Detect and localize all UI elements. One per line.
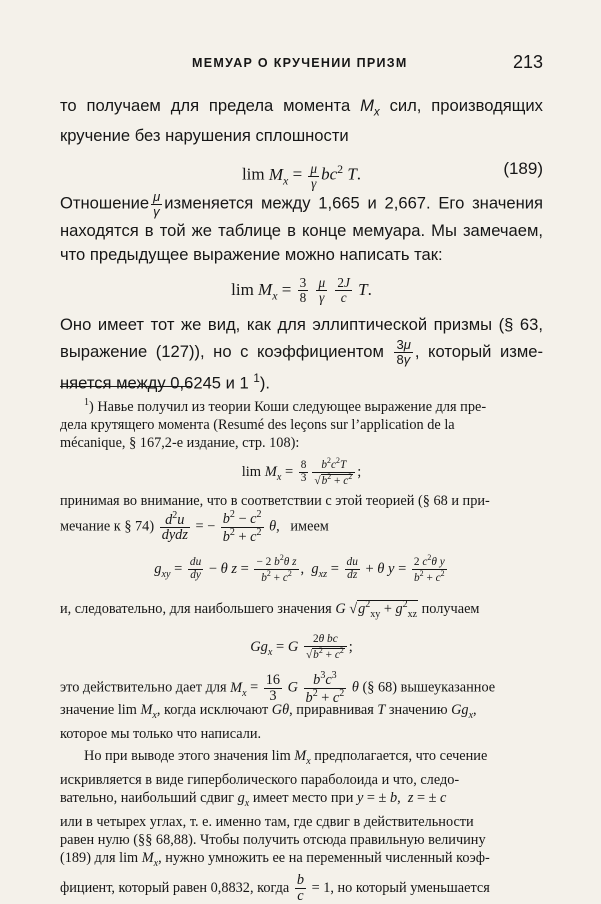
text-run: няется между 0,6245 и 1: [60, 373, 249, 393]
paragraph-line: Отношение $\frac{\mu}{\gamma}$ изменяется между 1,665 и 2,667. Его значения: [60, 189, 543, 219]
text-run: , который изме-: [414, 341, 543, 361]
text-run: изменяется между 1,665 и 2,667. Его значения: [164, 193, 543, 213]
text-run: выражение (127)), но с коэффициентом: [60, 341, 384, 361]
footnote-line: или в четырех углах, т. е. именно там, где сдвиг в действительности: [60, 813, 474, 830]
footnote-line: Но при выводе этого значения $\lim M_x$ предполагается, что сечение: [84, 748, 488, 768]
page-number: 213: [512, 52, 543, 72]
footnote-line: искривляется в виде гиперболического параболоида и что, следо-: [60, 772, 460, 789]
footnote-line: которое мы только что написали.: [60, 726, 262, 743]
footnote-line: значение $\lim M_x$, когда исключают Gθ, приравнивая T значению $Gg_x$,: [60, 702, 477, 722]
main-text: [60, 94, 543, 395]
text-run: (189) для lim: [60, 849, 139, 866]
text-run: (§ 68) вышеуказанное: [362, 679, 496, 696]
text-run: , нужно умножить ее на переменный численный коэф-: [158, 849, 490, 866]
text-run: , приравнивая: [289, 702, 374, 719]
footnote: [60, 394, 543, 903]
text-run: = 1, но который уменьшается: [311, 879, 490, 896]
footnote-line: дела крутящего момента (Resumé des leçons sur l’application de la: [60, 416, 455, 433]
paragraph-line: что предыдущее выражение можно написать так:: [60, 244, 443, 264]
text-run: это действительно дает для: [60, 679, 227, 696]
footnote-line: mécanique, § 167,2-е издание, стр. 108):: [60, 434, 300, 451]
footnote-line: это действительно дает для $M_x$ = $\frac{16}{3}$ G $\frac{b^3c^3}{b^2 + c^2}$ θ (§ 68) вышеуказанное: [60, 670, 496, 706]
paragraph-line: находятся в той же таблице в конце мемуара. Мы замечаем,: [60, 220, 543, 240]
equation-189: $\lim M_x$ = $\frac{\mu}{\gamma}$ $bc^2$ T. (189): [60, 152, 543, 186]
text-run: то получаем для предела момента: [60, 96, 351, 115]
footnote-ref[interactable]: 1: [253, 371, 260, 385]
text-run: фициент, который равен 0,8832, когда: [60, 879, 290, 896]
paragraph-line: Оно имеет тот же вид, как для эллиптической призмы (§ 63,: [60, 314, 543, 334]
footnote-equation-1: $\lim M_x$ = $\frac{8}{3}$ $\frac{b^2c^2T}{√b^2 + c^2}$ ;: [241, 456, 362, 487]
text-run: , когда исключают: [156, 702, 269, 719]
text-run: и, следовательно, для наибольшего значения: [60, 600, 332, 617]
text-run: мечание к § 74): [60, 518, 155, 535]
equation-number: (189): [503, 159, 543, 179]
paragraph-line: няется между 0,6245 и 1 $^1$).: [60, 371, 270, 393]
paragraph-line: выражение (127)), но с коэффициентом $\frac{3\mu}{8\gamma}$ , который изме-: [60, 337, 543, 367]
text-run: вательно, наибольший сдвиг: [60, 790, 235, 807]
text-run: сил, производящих: [389, 96, 543, 115]
text-run: предполагается, что сечение: [314, 748, 488, 765]
footnote-line: (189) для $\lim M_x$, нужно умножить ее на переменный численный коэф-: [60, 849, 490, 869]
text-run: имеем: [290, 518, 329, 535]
paragraph-line: кручение без нарушения сплошности: [60, 126, 349, 146]
footnote-line: мечание к § 74) $\frac{d^2u}{\text{dydz}}$ = − $\frac{b^2 - c^2}{b^2 + c^2}$ θ, имеем: [60, 508, 329, 545]
footnote-line: принимая во внимание, что в соответствии с этой теорией (§ 68 и при-: [60, 492, 490, 509]
footnote-line: $^1$) Навье получил из теории Коши следующее выражение для пре-: [84, 397, 487, 415]
text-run: получаем: [421, 600, 480, 617]
footnote-equation-2: $g_{xy}$ = $\frac{du}{dy}$ − θ z = $\frac{- 2 b^2\theta z}{b^2 + c^2}$ , $g_{xz}$ = $\frac{du}{dz}$ + θ y = $\frac{2 c^2\theta y}{b^2 + c^2}$: [154, 553, 445, 584]
footnote-line: и, следовательно, для наибольшего значения G $√g^2_{xy} + g^2_{xz}$ получаем: [60, 598, 480, 620]
page-header: [60, 50, 543, 80]
text-run: значению: [388, 702, 448, 719]
text-run: Отношение: [60, 193, 150, 213]
footnote-line: равен нулю (§§ 68,88). Чтобы получить отсюда правильную величину: [60, 831, 486, 848]
footnote-separator: [60, 386, 191, 387]
text-run: Навье получил из теории Коши следующее выражение для пре-: [97, 398, 487, 415]
text-run: Но при выводе этого значения lim: [84, 748, 291, 765]
footnote-line: вательно, наибольший сдвиг $g_x$ имеет место при y = ± b, z = ± c: [60, 790, 447, 809]
paragraph-line: то получаем для предела момента $M_x$ сил, производящих: [60, 96, 543, 119]
footnote-equation-3: $Gg_x = G$ $\frac{\text{2θ bc}}{√b^2 + c^2}$ ;: [250, 633, 353, 661]
running-title: МЕМУАР О КРУЧЕНИИ ПРИЗМ: [192, 56, 408, 70]
text-run: значение lim: [60, 702, 137, 719]
text-run: имеет место при: [252, 790, 354, 807]
equation-limit: $\lim M_x$ = $\frac{3}{8}$ $\frac{\mu}{\gamma}$ $\frac{2J}{c}$ T.: [231, 275, 372, 306]
footnote-line: фициент, который равен 0,8832, когда $\frac{b}{c}$ = 1, но который уменьшается: [60, 872, 490, 904]
